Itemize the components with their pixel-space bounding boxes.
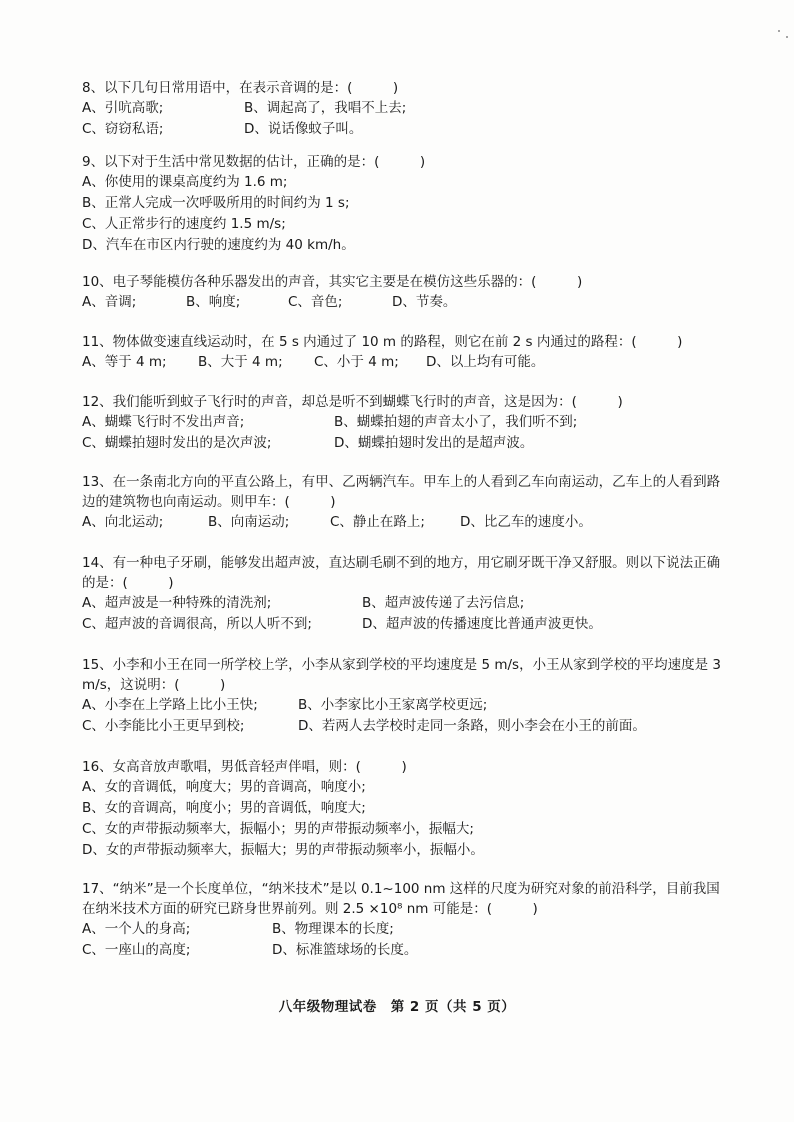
- option-b: B、超声波传递了去污信息;: [362, 595, 525, 611]
- question-stem: 10、电子琴能模仿各种乐器发出的声音，其实它主要是在模仿这些乐器的：( ): [82, 274, 583, 290]
- option-a: A、音调;: [82, 294, 137, 310]
- option-a: A、等于 4 m;: [82, 354, 167, 370]
- option-b: B、向南运动;: [208, 514, 290, 530]
- option-d: D、蝴蝶拍翅时发出的是超声波。: [334, 435, 534, 451]
- question-13: [82, 472, 722, 533]
- question-15: [82, 655, 722, 737]
- question-16: [82, 757, 722, 861]
- option-row: [82, 695, 722, 716]
- option-a: A、你使用的课桌高度约为 1.6 m;: [82, 174, 288, 190]
- option-c: C、一座山的高度;: [82, 942, 191, 958]
- option-b: B、响度;: [186, 294, 241, 310]
- option-row: [82, 593, 722, 614]
- option-row: [82, 193, 722, 214]
- page-footer: 八年级物理试卷 第 2 页（共 5 页）: [278, 999, 516, 1015]
- option-row: [82, 214, 722, 235]
- option-row: [82, 940, 722, 961]
- option-a: A、一个人的身高;: [82, 921, 191, 937]
- question-12: [82, 392, 722, 454]
- option-row: [82, 352, 722, 373]
- scan-speck: [786, 36, 788, 38]
- option-c: C、静止在路上;: [330, 514, 425, 530]
- question-14: [82, 553, 722, 635]
- option-row: [82, 840, 722, 861]
- question-stem: 15、小李和小王在同一所学校上学，小李从家到学校的平均速度是 5 m/s，小王从家到学校的平均速度是 3 m/s，这说明：( ): [82, 657, 721, 693]
- option-row: [82, 235, 722, 256]
- option-a: A、超声波是一种特殊的清洗剂;: [82, 595, 272, 611]
- option-c: C、窃窃私语;: [82, 121, 164, 137]
- option-b: B、大于 4 m;: [198, 354, 283, 370]
- option-b: B、物理课本的长度;: [272, 921, 394, 937]
- option-row: [82, 819, 722, 840]
- question-9: [82, 152, 722, 256]
- option-c: C、超声波的音调很高，所以人听不到;: [82, 616, 312, 632]
- option-b: B、蝴蝶拍翅的声音太小了，我们听不到;: [334, 414, 578, 430]
- option-d: D、超声波的传播速度比普通声波更快。: [362, 616, 602, 632]
- option-row: [82, 614, 722, 635]
- option-d: D、比乙车的速度小。: [460, 514, 592, 530]
- question-stem: 14、有一种电子牙刷，能够发出超声波，直达刷毛刷不到的地方，用它刷牙既干净又舒服。则以下说法正确的是：( ): [82, 555, 721, 591]
- question-stem: 17、“纳米”是一个长度单位，“纳米技术”是以 0.1~100 nm 这样的尺度为研究对象的前沿科学，目前我国在纳米技术方面的研究已跻身世界前列。则 2.5 ×10⁸ nm 可能是：( ): [82, 881, 720, 917]
- option-c: C、小于 4 m;: [314, 354, 399, 370]
- option-row: [82, 292, 722, 313]
- question-8: [82, 78, 722, 140]
- option-row: [82, 119, 722, 140]
- option-a: A、女的音调低，响度大；男的音调高，响度小;: [82, 779, 366, 795]
- option-c: C、蝴蝶拍翅时发出的是次声波;: [82, 435, 272, 451]
- option-a: A、蝴蝶飞行时不发出声音;: [82, 414, 245, 430]
- option-row: [82, 98, 722, 119]
- option-row: [82, 512, 722, 533]
- option-row: [82, 798, 722, 819]
- option-row: [82, 716, 722, 737]
- option-row: [82, 777, 722, 798]
- option-row: [82, 433, 722, 454]
- option-d: D、汽车在市区内行驶的速度约为 40 km/h。: [82, 237, 355, 253]
- question-17: [82, 879, 722, 961]
- option-b: B、正常人完成一次呼吸所用的时间约为 1 s;: [82, 195, 350, 211]
- scan-speck: [778, 30, 780, 32]
- option-d: D、标准篮球场的长度。: [272, 942, 418, 958]
- option-b: B、调起高了，我唱不上去;: [244, 100, 407, 116]
- question-stem: 9、以下对于生活中常见数据的估计，正确的是：( ): [82, 154, 426, 170]
- option-c: C、音色;: [288, 294, 343, 310]
- option-d: D、以上均有可能。: [426, 354, 545, 370]
- option-b: B、女的音调高，响度小；男的音调低，响度大;: [82, 800, 366, 816]
- option-row: [82, 412, 722, 433]
- option-c: C、小李能比小王更早到校;: [82, 718, 245, 734]
- option-a: A、小李在上学路上比小王快;: [82, 697, 258, 713]
- question-10: [82, 272, 722, 313]
- option-d: D、节奏。: [392, 294, 457, 310]
- option-d: D、若两人去学校时走同一条路，则小李会在小王的前面。: [298, 718, 646, 734]
- question-stem: 12、我们能听到蚊子飞行时的声音，却总是听不到蝴蝶飞行时的声音，这是因为：( ): [82, 394, 623, 410]
- option-c: C、女的声带振动频率大，振幅小；男的声带振动频率小，振幅大;: [82, 821, 474, 837]
- option-row: [82, 919, 722, 940]
- option-d: D、说话像蚊子叫。: [244, 121, 363, 137]
- question-stem: 8、以下几句日常用语中，在表示音调的是：( ): [82, 80, 399, 96]
- question-stem: 13、在一条南北方向的平直公路上，有甲、乙两辆汽车。甲车上的人看到乙车向南运动，乙车上的人看到路边的建筑物也向南运动。则甲车：( ): [82, 474, 721, 510]
- question-11: [82, 332, 722, 373]
- option-row: [82, 172, 722, 193]
- option-d: D、女的声带振动频率大，振幅大；男的声带振动频率小，振幅小。: [82, 842, 484, 858]
- option-c: C、人正常步行的速度约 1.5 m/s;: [82, 216, 286, 232]
- question-stem: 16、女高音放声歌唱，男低音轻声伴唱，则：( ): [82, 759, 407, 775]
- option-b: B、小李家比小王家离学校更远;: [298, 697, 488, 713]
- question-stem: 11、物体做变速直线运动时，在 5 s 内通过了 10 m 的路程，则它在前 2 s 内通过的路程：( ): [82, 334, 683, 350]
- option-a: A、引吭高歌;: [82, 100, 164, 116]
- option-a: A、向北运动;: [82, 514, 164, 530]
